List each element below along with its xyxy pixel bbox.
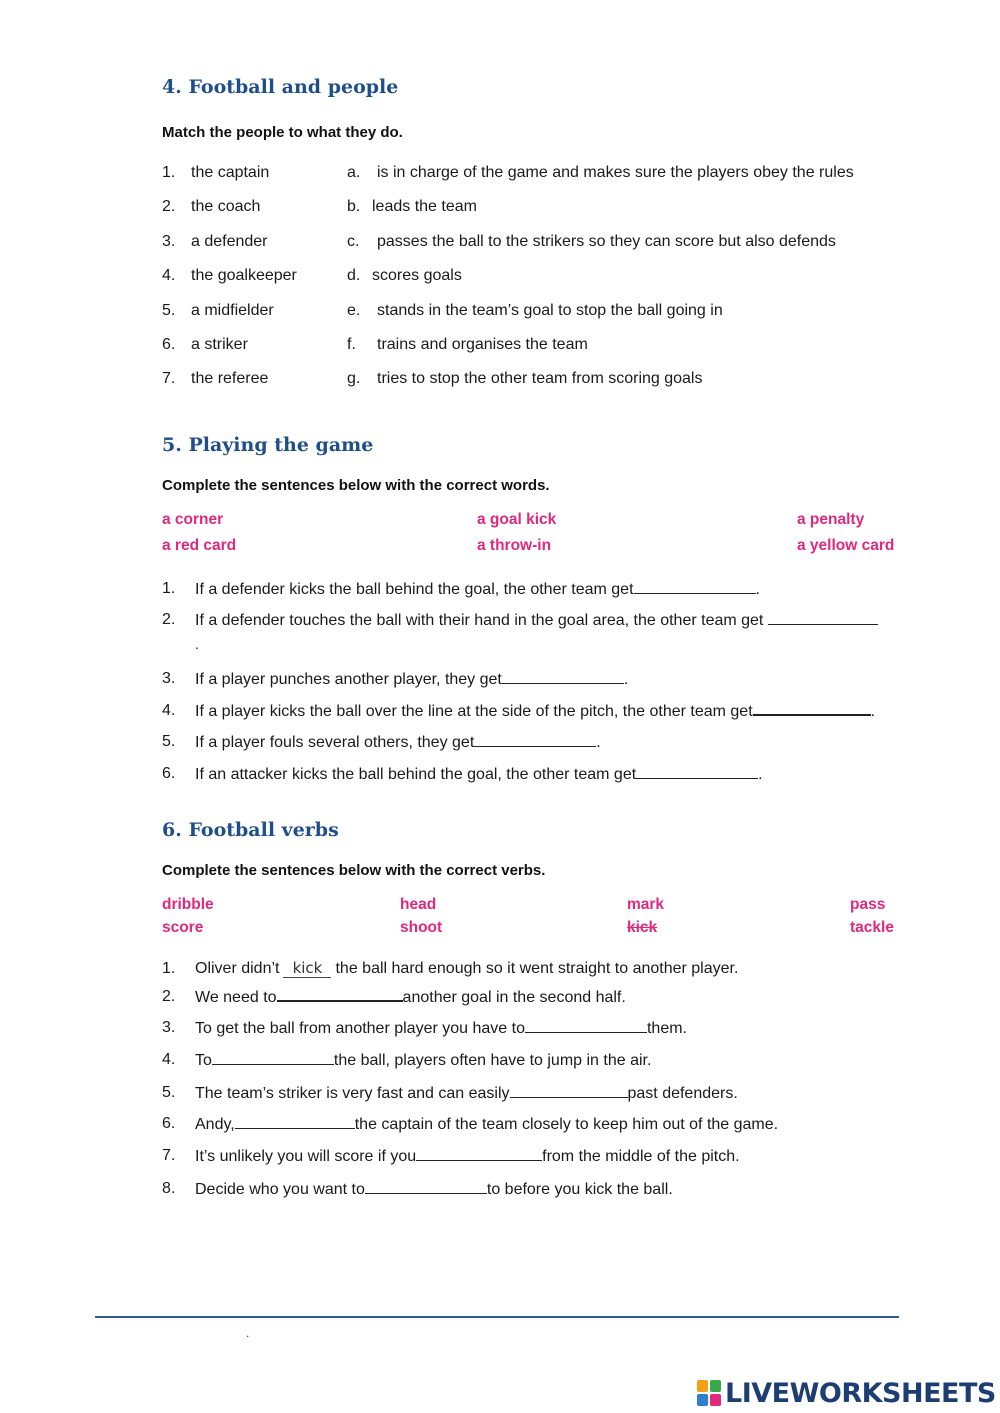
sentence-text: If a player fouls several others, they get xyxy=(195,734,475,751)
answer-blank[interactable] xyxy=(365,1178,487,1194)
answer-blank[interactable] xyxy=(634,578,756,594)
match-row xyxy=(162,196,922,218)
item-number: 2. xyxy=(162,198,176,215)
option-letter: d. xyxy=(347,267,361,284)
option-text: passes the ball to the strikers so they can score but also defends xyxy=(377,233,836,250)
word-bank-item: a goal kick xyxy=(477,511,557,528)
sentence-end: . xyxy=(195,636,199,652)
sentence-text: Decide who you want to xyxy=(195,1181,365,1198)
section-4-instruction: Match the people to what they do. xyxy=(162,124,403,141)
sentence-text: If a defender kicks the ball behind the goal, the other team get xyxy=(195,581,634,598)
answer-blank[interactable] xyxy=(416,1145,542,1161)
sentence-text: Oliver didn’t xyxy=(195,960,280,977)
answer-blank[interactable] xyxy=(753,700,871,716)
answer-blank[interactable] xyxy=(235,1113,355,1129)
sentence-text: If a defender touches the ball with their hand in the goal area, the other team get xyxy=(195,612,768,629)
sentence-text-end: the ball hard enough so it went straight to another player. xyxy=(335,960,739,977)
item-number: 6. xyxy=(162,336,176,353)
item-number: 1. xyxy=(162,960,176,977)
item-number: 1. xyxy=(162,580,176,597)
word-bank-item: pass xyxy=(850,896,886,913)
word-bank-item: a red card xyxy=(162,537,237,554)
option-letter: f. xyxy=(347,336,356,353)
answer-blank[interactable] xyxy=(212,1049,334,1065)
answer-blank[interactable] xyxy=(474,731,596,747)
match-row xyxy=(162,162,922,184)
answer-blank[interactable] xyxy=(636,763,758,779)
logo-text: LIVEWORKSHEETS xyxy=(725,1377,996,1409)
match-row xyxy=(162,334,922,356)
word-bank-item: shoot xyxy=(400,919,443,936)
answer-blank[interactable] xyxy=(510,1082,628,1098)
word-bank-item-used: kick xyxy=(627,919,658,936)
sentence-end: . xyxy=(596,734,601,751)
footer-divider xyxy=(95,1316,899,1318)
item-number: 4. xyxy=(162,267,176,284)
option-text: stands in the team’s goal to stop the ball going in xyxy=(377,302,723,319)
word-bank-item: a yellow card xyxy=(797,537,895,554)
item-number: 6. xyxy=(162,765,176,782)
option-text: leads the team xyxy=(372,198,477,215)
match-row xyxy=(162,265,922,287)
item-number: 6. xyxy=(162,1115,176,1132)
item-number: 7. xyxy=(162,370,176,387)
answer-blank[interactable] xyxy=(502,668,624,684)
person-label: the referee xyxy=(191,370,269,387)
item-number: 3. xyxy=(162,1019,176,1036)
sentence-text: Andy, xyxy=(195,1116,235,1133)
person-label: the coach xyxy=(191,198,261,215)
sentence-text: We need to xyxy=(195,989,277,1006)
word-bank-item: score xyxy=(162,919,204,936)
item-number: 4. xyxy=(162,1051,176,1068)
match-row xyxy=(162,300,922,322)
liveworksheets-logo[interactable] xyxy=(697,1376,996,1410)
sentence-text-end: them. xyxy=(646,1020,687,1037)
sentence-end: . xyxy=(755,581,760,598)
sentence-text: It’s unlikely you will score if you xyxy=(195,1148,417,1165)
footer-dot: . xyxy=(246,1326,250,1340)
sentence-text: If a player punches another player, they get xyxy=(195,671,502,688)
sentence-text: To xyxy=(195,1052,212,1069)
sentence-text-end: from the middle of the pitch. xyxy=(542,1148,740,1165)
word-bank-item: a penalty xyxy=(797,511,865,528)
example-answer-field[interactable]: kick xyxy=(283,959,331,978)
item-number: 5. xyxy=(162,1084,176,1101)
sentence-text: If a player kicks the ball over the line at the side of the pitch, the other team get xyxy=(195,703,753,720)
word-bank-item: a corner xyxy=(162,511,224,528)
option-letter: g. xyxy=(347,370,361,387)
logo-icon xyxy=(697,1380,721,1406)
person-label: the captain xyxy=(191,164,270,181)
section-5-heading: 5. Playing the game xyxy=(162,434,374,456)
section-4-heading: 4. Football and people xyxy=(162,76,399,98)
item-number: 5. xyxy=(162,302,176,319)
item-number: 7. xyxy=(162,1147,176,1164)
item-number: 2. xyxy=(162,988,176,1005)
match-row xyxy=(162,368,922,390)
sentence-end: . xyxy=(870,703,876,720)
sentence-text-end: past defenders. xyxy=(627,1085,738,1102)
option-letter: b. xyxy=(347,198,361,215)
word-bank-item: head xyxy=(400,896,437,913)
answer-blank[interactable] xyxy=(277,986,403,1002)
option-text: tries to stop the other team from scoring goals xyxy=(377,370,703,387)
sentence-text-end: another goal in the second half. xyxy=(402,989,626,1006)
sentence-text-end: to before you kick the ball. xyxy=(486,1181,673,1198)
section-5-instruction: Complete the sentences below with the correct words. xyxy=(162,477,550,494)
sentence-text-end: the ball, players often have to jump in the air. xyxy=(333,1052,652,1069)
word-bank-item: a throw-in xyxy=(477,537,552,554)
option-letter: e. xyxy=(347,302,361,319)
sentence-text: The team’s striker is very fast and can easily xyxy=(195,1085,510,1102)
answer-blank[interactable] xyxy=(768,609,878,625)
person-label: a striker xyxy=(191,336,248,353)
word-bank-item: mark xyxy=(627,896,665,913)
sentence-text-end: the captain of the team closely to keep him out of the game. xyxy=(354,1116,779,1133)
option-text: trains and organises the team xyxy=(377,336,588,353)
item-number: 3. xyxy=(162,233,176,250)
person-label: a midfielder xyxy=(191,302,274,319)
match-row xyxy=(162,231,922,253)
sentence-end: . xyxy=(758,766,763,783)
word-bank-item: tackle xyxy=(850,919,894,936)
sentence-text: If an attacker kicks the ball behind the goal, the other team get xyxy=(195,766,637,783)
section-6-heading: 6. Football verbs xyxy=(162,819,339,841)
option-letter: a. xyxy=(347,164,361,181)
option-letter: c. xyxy=(347,233,360,250)
item-number: 3. xyxy=(162,670,176,687)
person-label: a defender xyxy=(191,233,268,250)
answer-blank[interactable] xyxy=(525,1017,647,1033)
item-number: 5. xyxy=(162,733,176,750)
person-label: the goalkeeper xyxy=(191,267,297,284)
item-number: 1. xyxy=(162,164,176,181)
item-number: 4. xyxy=(162,702,176,719)
item-number: 2. xyxy=(162,611,176,628)
option-text: is in charge of the game and makes sure the players obey the rules xyxy=(377,164,854,181)
item-number: 8. xyxy=(162,1180,176,1197)
option-text: scores goals xyxy=(372,267,462,284)
section-6-instruction: Complete the sentences below with the correct verbs. xyxy=(162,862,546,879)
sentence-end: . xyxy=(623,671,629,688)
sentence-text: To get the ball from another player you have to xyxy=(195,1020,525,1037)
word-bank-item: dribble xyxy=(162,896,214,913)
